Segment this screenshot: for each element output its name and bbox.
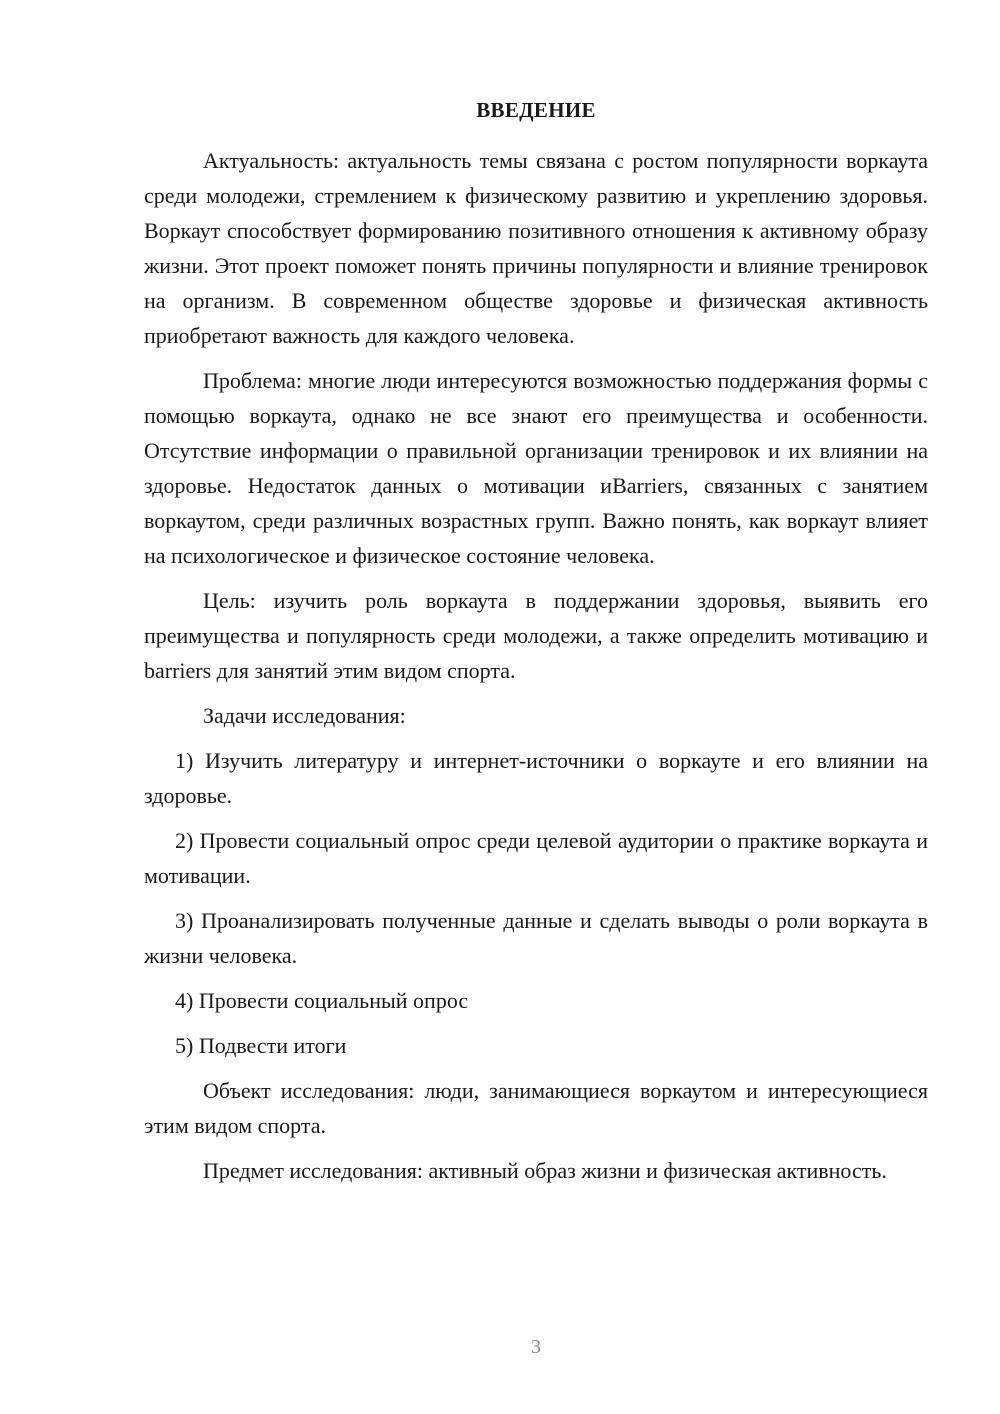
- tasks-list: [144, 743, 928, 1063]
- task-item: 5) Подвести итоги: [175, 1033, 347, 1058]
- goal-paragraph: Цель: изучить роль воркаута в поддержании здоровья, выявить его преимущества и популярность среди молодежи, а также определить мотивацию и barriers для занятий этим видом спорта.: [144, 588, 928, 683]
- page-title: ВВЕДЕНИЕ: [476, 98, 596, 122]
- tasks-heading: Задачи исследования:: [203, 703, 406, 728]
- task-item: 4) Провести социальный опрос: [175, 988, 469, 1013]
- task-item: 3) Проанализировать полученные данные и сделать выводы о роли воркаута в жизни человека.: [144, 908, 928, 968]
- subject-paragraph: Предмет исследования: активный образ жизни и физическая активность.: [203, 1158, 887, 1183]
- problem-paragraph: Проблема: многие люди интересуются возможностью поддержания формы с помощью воркаута, однако не все знают его преимущества и особенности. Отсутствие информации о правильной организации тренировок и их влиянии на здоровье. Недостаток данных о мотивации иBarriers, связанных с занятием воркаутом, среди различных возрастных групп. Важно понять, как воркаут влияет на психологическое и физическое состояние человека.: [144, 368, 928, 568]
- object-paragraph: Объект исследования: люди, занимающиеся воркаутом и интересующиеся этим видом спорта.: [144, 1078, 928, 1138]
- task-item: 2) Провести социальный опрос среди целевой аудитории о практике воркаута и мотивации.: [144, 828, 928, 888]
- relevance-paragraph: Актуальность: актуальность темы связана с ростом популярности воркаута среди молодежи, стремлением к физическому развитию и укреплению здоровья. Воркаут способствует формированию позитивного отношения к активному образу жизни. Этот проект поможет понять причины популярности и влияние тренировок на организм. В современном обществе здоровье и физическая активность приобретают важность для каждого человека.: [144, 148, 928, 348]
- page-number: 3: [531, 1336, 541, 1358]
- document-body: [144, 143, 928, 1198]
- task-item: 1) Изучить литературу и интернет-источники о воркауте и его влиянии на здоровье.: [144, 748, 928, 808]
